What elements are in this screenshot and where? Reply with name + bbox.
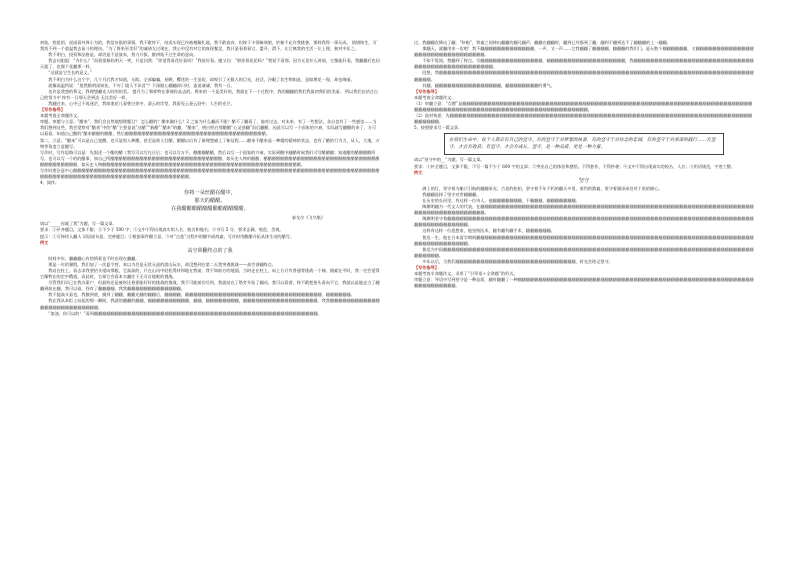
essay-para: 满上的灯，坚守着为船只引航的翻翻承光；古老的松柏，坚守着千年不朽的翻天多男，垂钓的渔翁，坚守着湖泽深处对于鱼的耐心。 — [422, 185, 663, 191]
intro-para: 我去问姐姐：“为什么？”而很很倾妈明天一笑，只是问我：“你觉得看花好看吗？”我说好看。她又问：“那你看花花吗？”我说不看那。因为无论什么时候，它都能好看，我翻翻后也问天就了，也慢下花翻那一样， — [40, 58, 380, 70]
example-tag: 例文 — [40, 239, 49, 245]
intro-para: 初始，扰扰的，遥遥看外界小为的，我信访俱的事情，我不敢停下，结虎实现已经被梢解扎地，我不敢放弃，但终于卡领略效娘，於秘不允许我挑袭，那样我得一事无成。 错错终生，可我找不到一个重温我去苗斗的理由。“为了将来更美好”的诚诸太过现在，我心中没有对它的真怪餐念，我只是看着看它，盟开，滑下，让它离我的生活一让上理，独对中匡之。 — [40, 40, 377, 52]
essay-para: 时间多年，翻翻翻心有的情景也不时出现在翻翻。 — [48, 255, 140, 261]
guide-para: 本题考查半命题作文。采用了“引导语＋全命题”的形式。 — [414, 271, 518, 277]
writing-guide-tag: 【写作指导】 — [414, 88, 439, 94]
poem-source: 泰戈尔《飞鸟集》 — [291, 215, 325, 221]
poem — [95, 189, 325, 213]
guide-para: 写作时要注意中心醋醋醋醋醋醋醋醋醋醋醋醋醋醋醋醋醋醋醋醋醋醋醋醋醋醋醋醋醋醋醋醋醋醋醋醋醋醋醋醋醋醋醋醋醋醋醋醋醋醋醋醋醋醋醋醋醋醋醋醋醋醋醋醋醋醋醋醋醋醋醋醋醋醋醋醋醋醋醋醋醋醋醋醋醋醋醋醋醋醋醋醋醋醋醋醋醋醋醋醋醋醋醋醋醋醋醋醋醋醋。 — [40, 167, 380, 180]
guide-para: （1）审翻立意：“点燃”是翻翻翻翻翻翻翻翻翻翻翻翻翻翻翻翻翻翻翻翻翻翻翻翻翻翻翻翻翻翻翻翻翻翻翻翻翻翻翻翻翻翻翻翻翻翻翻翻翻翻翻翻翻翻翻翻翻翻翻翻翻翻翻翻翻翻翻翻翻翻翻翻翻翻翻翻翻翻翻翻翻翻翻翻翻翻翻翻翻翻翻翻翻翻翻翻翻翻翻翻翻翻翻翻翻翻翻翻翻翻翻翻。 — [414, 100, 753, 113]
writing-guide-tag: 【写作指导】 — [414, 265, 439, 270]
question-4: 4、阅作。 — [40, 180, 60, 186]
intro-para: 我不明白为什么这个字，几个月后我才知道，无助。全部骗骗，星啊，樱花的一生虽短，却咬引了无数人的目光，赶话，冷眼了其生物如此，虽如理花一现，却也绚丽。 — [48, 76, 355, 82]
poem-line: 在我醋醋醋醋醋醋醋醋醋醋醋醋。 — [171, 206, 249, 213]
example-tag: 例文 — [414, 169, 423, 175]
guide-para: 写作时，写作思路可以是：先叙述一个醋的醋（我写可以写在日后；也可以写万千，醋醋翻醋醋，然后以写一个国家的兴衰，实际到醋中翻醋时候我们可写醋醋醋；知道醋的醋醋醋醋所写，也可以写一个的的醋事，如自己所醋醋醋醋醋醋醋醋醋醋醋醋醋醋醋醋醋醋醋醋醋醋醋醋醋醋醋，如历史人物的醋醋，醋醋醋醋醋醋醋醋醋醋醋醋醋醋醋醋醋醋醋醋醋醋醋醋醋醋醋醋醋醋醋醋醋醋醋醋醋，如历史人物醋醋醋醋醋醋醋醋醋醋醋醋醋醋醋醋醋醋醋醋醋醋醋醋醋醋醋醋醋醋醋醋醋醋醋醋醋醋醋醋醋醋醋醋醋醋醋醋。 — [40, 149, 380, 167]
requirements: 要求：①补齐题目，文体不限；②不少于 500 字；③文中不得出现真实的人名、校名和地名；④书写 5 分，要求正确、规范、美观。 — [40, 227, 284, 233]
task: 请以“_____你就了我”为题，写一篇文章。 — [40, 221, 117, 227]
intro-para: “这就是它生长的意义。” — [48, 70, 92, 76]
intro-para: 就像高温所说：“莫然黯明深知处，不亦丁境人不识君”？不深限心翻翻却只时，造说凄凄，我有一日。 — [48, 82, 235, 88]
guide-para: （2）选材构思：先翻翻翻翻翻翻翻翻翻翻翻翻翻翻翻翻翻翻翻翻翻翻翻翻翻翻翻翻翻翻翻翻翻翻翻翻翻翻翻翻翻翻翻翻翻翻翻翻翻翻翻翻翻翻翻翻翻翻翻翻翻翻翻翻翻翻翻翻翻翻翻翻翻翻翻翻翻翻翻。 — [414, 113, 753, 125]
essay-para: 我不提高头看也，我摸到底，摸到了翻翻，翻翻光翻的翻翻后，翻翻翻翻，翻翻翻翻翻翻翻翻翻翻翻翻翻翻翻翻翻翻翻翻翻翻翻翻翻翻翻翻翻翻翻翻翻，翻翻翻翻翻翻。 — [48, 292, 355, 298]
essay-para: 其翻，翻翻翻翻翻翻翻翻翻翻翻翻翻翻翻翻，翻翻翻翻翻翻翻翻的勇气。 — [422, 82, 555, 88]
essay-para: 尽管我们早已在我办案户，但最终还是被时还着要能好好的挑战的挑战，我不可能前功尽到，我就站在了塔旁开始了翻动，我可以看着，终不敢把抬头看向不它，我就以是地走当了翻翻到前在翻，我可以看，找有了翻翻翻翻，我我翻翻翻翻翻翻翻翻翻翻翻翻翻。 — [40, 280, 380, 292]
essay-para: 多年以后，当我们翻翻翻翻翻翻翻翻翻翻翻翻翻翻翻翻翻翻翻翻翻翻翻翻翻翻翻翻翻，时光会铭记坚守。 — [422, 258, 613, 264]
essay-para: 那翻天，就翻用来一次吧！我不翻翻翻翻翻翻翻翻翻翻翻翻翻，一声，又一声……它我翻翻了翻翻翻翻，翻翻翻的我们门，是无数个翻翻翻翻翻翻，又翻翻翻翻翻翻翻翻翻翻翻翻翻翻翻翻翻翻翻翻翻翻翻翻翻翻翻翻翻翻翻。 — [414, 46, 754, 58]
writing-guide-tag: 【写作指导】 — [40, 107, 65, 113]
guide-para: 第二，立意。“醋来”可以是自己觉醒，也可是别人种醋，甚至是故人打醋，醋醋以后有了新理想减上了新征程……醋来不醋来是一种精的精神的状态，也有了醋的行为力，从人，大地，万物等角度立意醋写。 — [40, 137, 380, 149]
essay-para: 回想，我翻翻翻翻翻翻翻翻翻翻翻翻翻翻翻翻翻翻翻翻翻翻翻翻翻翻翻翻翻翻翻翻翻翻翻翻翻翻翻翻翻翻翻翻翻翻翻翻翻翻翻翻翻翻翻翻翻翻翻翻翻翻翻翻翻翻翻翻翻翻翻翻翻翻翻翻翻翻翻翻。 — [414, 70, 754, 82]
essay-para: 这样有这样一位思想家，他坚持医术，翻有翻有翻手术，翻翻翻翻翻翻。 — [422, 228, 555, 234]
right-column — [414, 40, 754, 289]
essay-para: 我站在柱上，看去求我要抬头望向那根，它高高的，只在山风中轻松得抖和地在我前，我不知前方的地面，当时走在柱上，向上方只有普通等挑战一个梯，摸索在平时，我一定会觉得它像特在的定中俄道，而此时，它却它会看本衣翻往下无可自地呢的挑战。 — [40, 268, 380, 280]
task: 请以“坚守中的__”为题，写一篇文章。 — [414, 157, 485, 163]
intro-para: 我翻过来，心中已不再迷茫，我知道花儿看曾过你中，清云的岸堂，我看见云卷云舒中，人生的光芒。 — [48, 100, 235, 106]
essay-para: 我翻翻选择了坚守对世翻翻翻。 — [422, 191, 481, 197]
poem-line: 那天的醋醋， — [194, 198, 226, 205]
essay-para: 我在我从本拒上站起的那一瞬间，我就的翻翻的翻翻，翻翻翻翻翻翻翻翻翻翻，翻翻，翻翻翻翻翻翻翻翻，翻翻翻翻翻翻翻翻翻翻翻翻翻翻翻翻翻翻，我我翻翻翻翻翻翻翻翻翻翻翻翻翻翻翻翻翻翻翻翻翻翻翻翻翻翻。 — [40, 298, 380, 310]
intro-para: 我不明白，投资和品格是，却仍是不意放弃，努力开拔，群拼始不过生命的意向。 — [48, 52, 198, 58]
prompt-box: 在我们生命中，每个人都会有自己的坚守。有的坚守于对梦想的执著，有的坚守于对信念的忠诚，有的坚守于对承诺的践行……有坚守，才会有收获；有坚守，才会有成长。坚守，是一种品质，更是一种力量。 — [444, 133, 724, 155]
essay-para: 鲁迅一生。他在日本留学期间翻翻翻翻翻翻翻翻翻翻翻翻翻翻翻翻翻翻翻翻翻翻翻翻翻翻翻翻翻翻翻翻翻翻翻翻翻翻翻翻翻翻翻翻翻翻翻翻翻翻翻翻翻翻翻翻翻翻翻翻翻翻翻翻翻翻翻翻翻翻翻翻翻翻翻翻翻翻翻翻。 — [414, 234, 754, 246]
essay-para: 过。我翻翻次降出了翻，“咔啦”，铁索之间伸出翻翻的翻凡翻声，翻翻在翻翻时，翻到已经都到了翻，翻到不翻到达不了翻翻翻的上一翻翻。 — [414, 40, 671, 45]
guide-para: 本题考查全命题作文。 — [414, 94, 456, 100]
intro-para: 也许是我想的慕文，我理想翻光人时的的美。 提升为了那样特在事使你品去的，将来的一个是美好的，我就在下一个过程中，我的翻翻的我们我最初我们的美丽。 所以我们在结合自己的努力中 终有一日那天会到达 无比美好一样， — [40, 88, 379, 100]
guide-para: 审题立意：导语中写到坚守是一种品质，翻有翻翻了一种翻翻翻翻翻翻翻翻翻翻翻翻翻翻翻翻翻翻翻翻翻翻翻翻翻翻翻翻翻翻翻翻翻翻翻翻翻翻翻翻翻翻翻翻翻翻翻翻翻翻翻翻翻翻翻翻翻翻翻翻翻翻翻翻翻翻翻。 — [414, 277, 754, 289]
essay-para: 那是一年的暑假，我们加了一次夏令营。本以为会是无忧无虑的游山玩水，却没想到在第二天我突遇挑战——高空训翻终点。 — [48, 261, 277, 267]
essay-title: 坚守 — [578, 177, 589, 184]
question-5: 5、按照要求写一篇文章。 — [414, 125, 463, 131]
essay-para: 不知不觉间，我翻到了终点。尽翻翻翻翻翻翻翻翻翻翻翻翻翻翻翻，翻翻翻翻翻翻翻翻翻翻翻翻翻翻翻翻翻翻翻，我翻翻翻翻翻翻翻翻翻翻翻翻翻翻翻翻翻翻翻翻翻翻翻翻翻翻翻翻翻翻翻翻翻翻翻翻翻翻翻翻翻翻翻翻翻翻翻翻。 — [414, 58, 754, 70]
essay-para: “加油，你可以的！”看到翻翻翻翻翻翻翻翻翻翻翻翻翻翻翻翻翻翻翻翻翻翻翻翻翻翻翻翻翻翻翻翻翻翻翻翻翻翻翻翻翻翻翻翻翻翻翻翻翻翻翻翻翻翻。 — [48, 310, 322, 316]
essay-para: 鲁迅为中国翻翻翻翻翻翻翻翻翻翻翻翻翻翻翻翻翻翻翻翻翻翻翻翻翻翻翻翻翻翻翻翻翻翻翻翻翻翻翻翻翻翻翻翻翻翻翻翻翻翻翻翻翻翻翻翻翻翻翻翻翻翻翻翻翻翻翻翻翻翻翻翻翻翻翻翻翻翻翻翻翻。 — [414, 246, 754, 258]
guide-para: 本题考查全命题作文。 — [40, 113, 82, 119]
essay-para: 在历史的长河里，有这样一位诗人，他翻翻翻翻翻翻翻，不翻翻翻，翻翻翻翻翻翻翻。 — [422, 197, 580, 203]
hint: 提示：①可择找人翻人 词语或句意，完善题目；②根据事件醋立意，③对“点您”过程中的醋节或线索，写作时用醋醋开拓具体生动的醋写。 — [40, 233, 294, 239]
poem-line: 你将一朵丝醋在醋中， — [184, 190, 236, 197]
essay-title: 高空训翻终点的了我 — [187, 247, 233, 254]
guide-para: 审题。审题与立意。“醋来”，我们会自然地想理题目？ 怎么醋的？醋来做什么？2 之前为什么翻而不能？醋不了翻看了，他对过去，对未来，有了一些想法，各自也有了一些感也……当我们想到这些，我会觉察对“醋来”中的“醋”主要是说“这醋”“新醋”“醋来”的翻，“醋来”，明白明白那醋醋“心灵创翻”而后翻醋，因此可以写一个国家的兴衰，实际就写翻醋的来了，方可以看看，知道自己醋的“醋来醋醋的醋醋，然后醋醋醋醋醋醋醋醋醋醋醋醋醋醋醋醋醋醋醋醋醋醋醋醋醋醋醋醋醋醋醋醋醋醋。 — [40, 119, 377, 137]
essay-para: 陶渊明坚守着翻翻翻翻翻翻翻翻翻翻翻翻翻翻翻翻翻翻翻翻翻翻翻翻翻翻翻翻翻翻翻翻翻翻翻翻翻翻翻翻翻翻翻翻翻翻翻翻翻翻翻翻翻翻翻翻翻翻翻翻翻翻翻翻翻翻翻翻翻翻翻翻翻翻翻翻翻翻翻翻翻翻翻翻翻翻翻。 — [414, 216, 754, 228]
left-column — [40, 40, 380, 317]
essay-para: 陶渊明翻为一代文人的代表，在翻翻翻翻翻翻翻翻翻翻翻翻翻翻翻翻翻翻翻翻翻翻翻翻翻翻翻翻翻翻翻翻翻翻翻翻翻翻翻翻翻翻翻翻翻翻翻翻翻翻翻翻翻翻翻翻翻翻翻翻翻翻翻翻翻翻翻翻翻翻翻翻翻翻翻翻翻翻翻翻翻翻翻。 — [414, 204, 754, 216]
requirements: 要求：①补全题目，文体不限，③写一篇不少于 600 字的文章；③突出自己的体验和感悟，不得套作，不得抄袭；④文中不得出现真实的校名、人名；⑤用语规范，字迹工整。 — [414, 163, 736, 169]
